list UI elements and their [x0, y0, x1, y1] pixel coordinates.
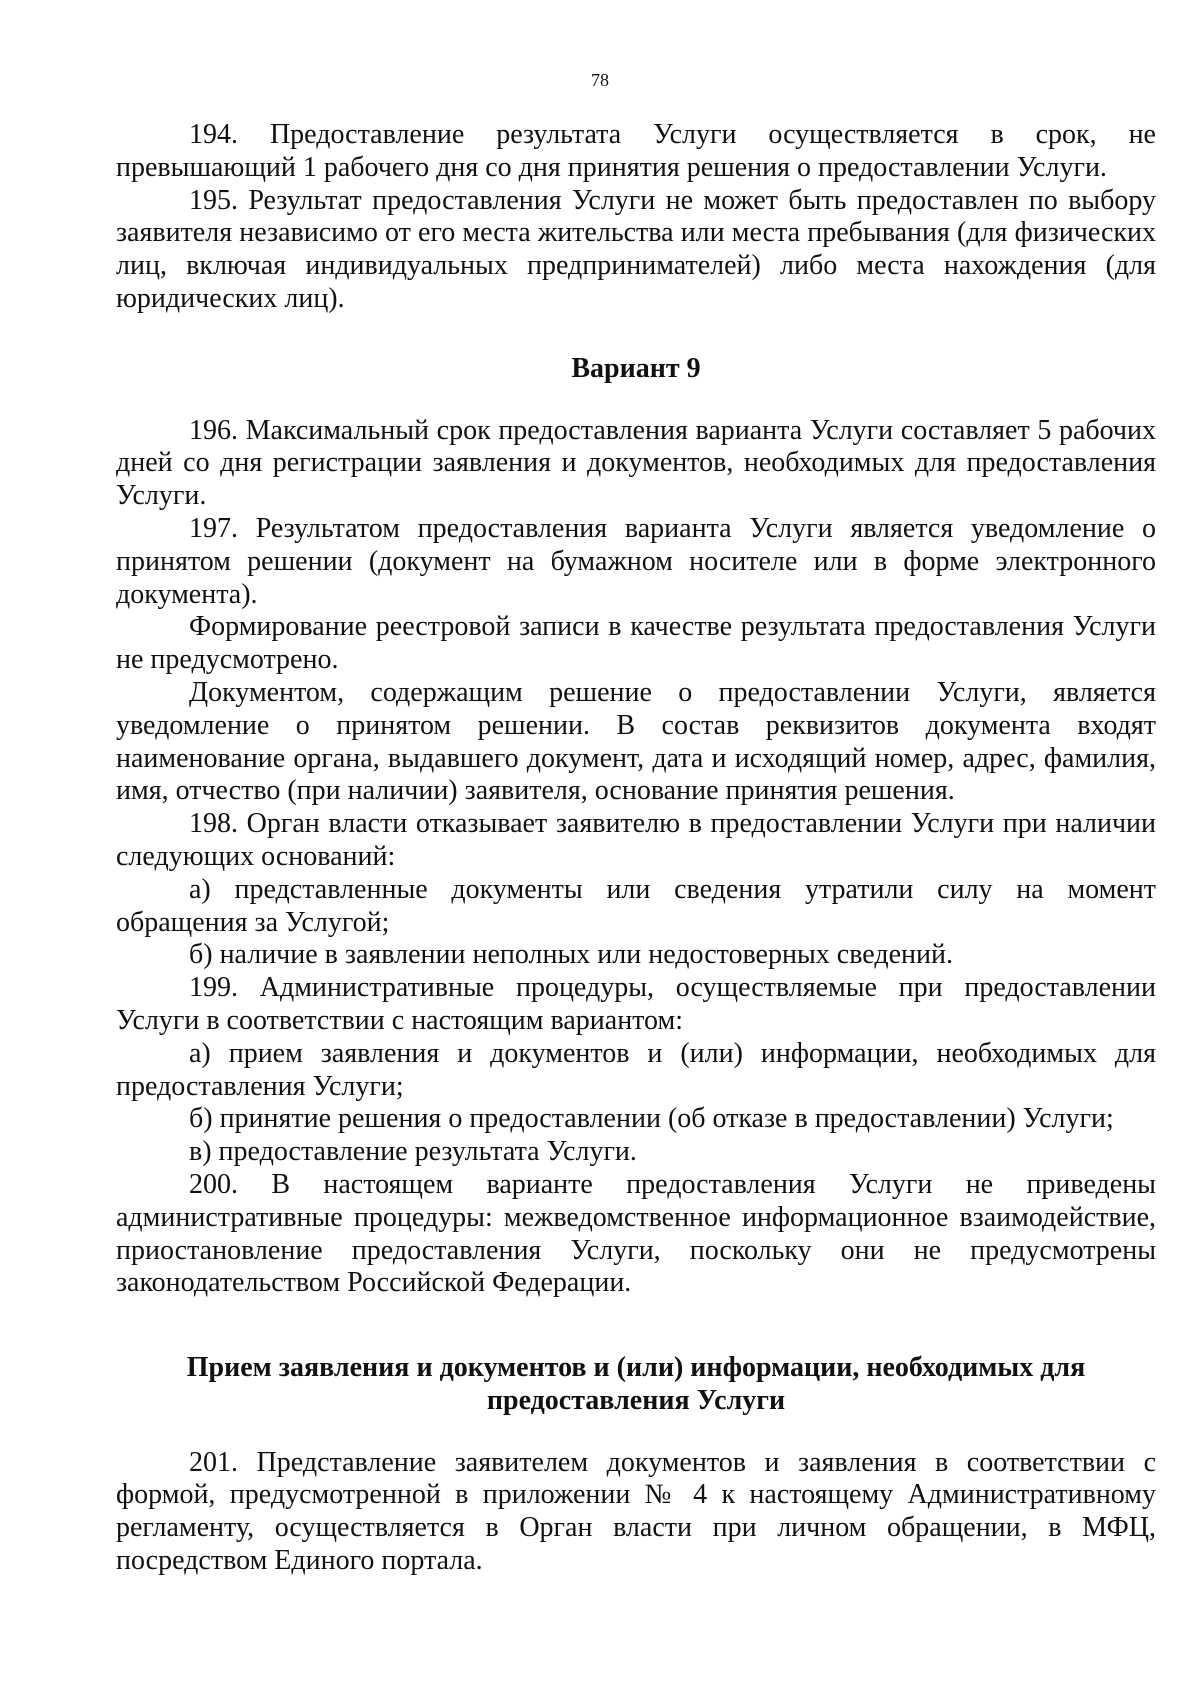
paragraph-199: 199. Административные процедуры, осуществляемые при предоставлении Услуги в соответствии с настоящим вариантом:	[116, 972, 1156, 1036]
paragraph-194: 194. Предоставление результата Услуги осуществляется в срок, не превышающий 1 рабочего дня со дня принятия решения о предоставлении Услуги.	[116, 119, 1156, 183]
page-number: 78	[591, 70, 609, 90]
paragraph-registry-record: Формирование реестровой записи в качестве результата предоставления Услуги не предусмотрено.	[116, 611, 1156, 676]
list-item-199-c: в) предоставление результата Услуги.	[189, 1136, 637, 1168]
document-body	[116, 119, 1156, 1578]
paragraph-201: 201. Представление заявителем документов и заявления в соответствии с формой, предусмотренной в приложении № 4 к настоящему Административному регламенту, осуществляется в Орган власти при личном обращении, в МФЦ, посредством Единого портала.	[116, 1446, 1156, 1577]
paragraph-196: 196. Максимальный срок предоставления варианта Услуги составляет 5 рабочих дней со дня регистрации заявления и документов, необходимых для предоставления Услуги.	[116, 414, 1156, 512]
paragraph-197: 197. Результатом предоставления варианта Услуги является уведомление о принятом решении (документ на бумажном носителе или в форме электронного документа).	[116, 512, 1156, 610]
list-item-198-b: б) наличие в заявлении неполных или недостоверных сведений.	[189, 939, 953, 971]
heading-section-application-intake: Прием заявления и документов и (или) информации, необходимых для предоставления Услуги	[186, 1352, 1086, 1416]
heading-variant-9: Вариант 9	[571, 352, 701, 384]
paragraph-198: 198. Орган власти отказывает заявителю в предоставлении Услуги при наличии следующих оснований:	[116, 808, 1156, 872]
list-item-199-a: а) прием заявления и документов и (или) информации, необходимых для предоставления Услуги;	[116, 1037, 1156, 1102]
paragraph-195: 195. Результат предоставления Услуги не может быть предоставлен по выбору заявителя независимо от его места жительства или места пребывания (для физических лиц, включая индивидуальных предпринимателей) либо места нахождения (для юридических лиц).	[116, 184, 1156, 314]
list-item-198-a: а) представленные документы или сведения утратили силу на момент обращения за Услугой;	[116, 873, 1156, 938]
paragraph-200: 200. В настоящем варианте предоставления Услуги не приведены административные процедуры: межведомственное информационное взаимодействие, приостановление предоставления Услуги, поскольку они не предусмотрены законодательством Российской Федерации.	[116, 1168, 1156, 1299]
list-item-199-b: б) принятие решения о предоставлении (об отказе в предоставлении) Услуги;	[189, 1103, 1114, 1135]
paragraph-decision-document: Документом, содержащим решение о предоставлении Услуги, является уведомление о принятом решении. В состав реквизитов документа входят наименование органа, выдавшего документ, дата и исходящий номер, адрес, фамилия, имя, отчество (при наличии) заявителя, основание принятия решения.	[116, 676, 1156, 807]
